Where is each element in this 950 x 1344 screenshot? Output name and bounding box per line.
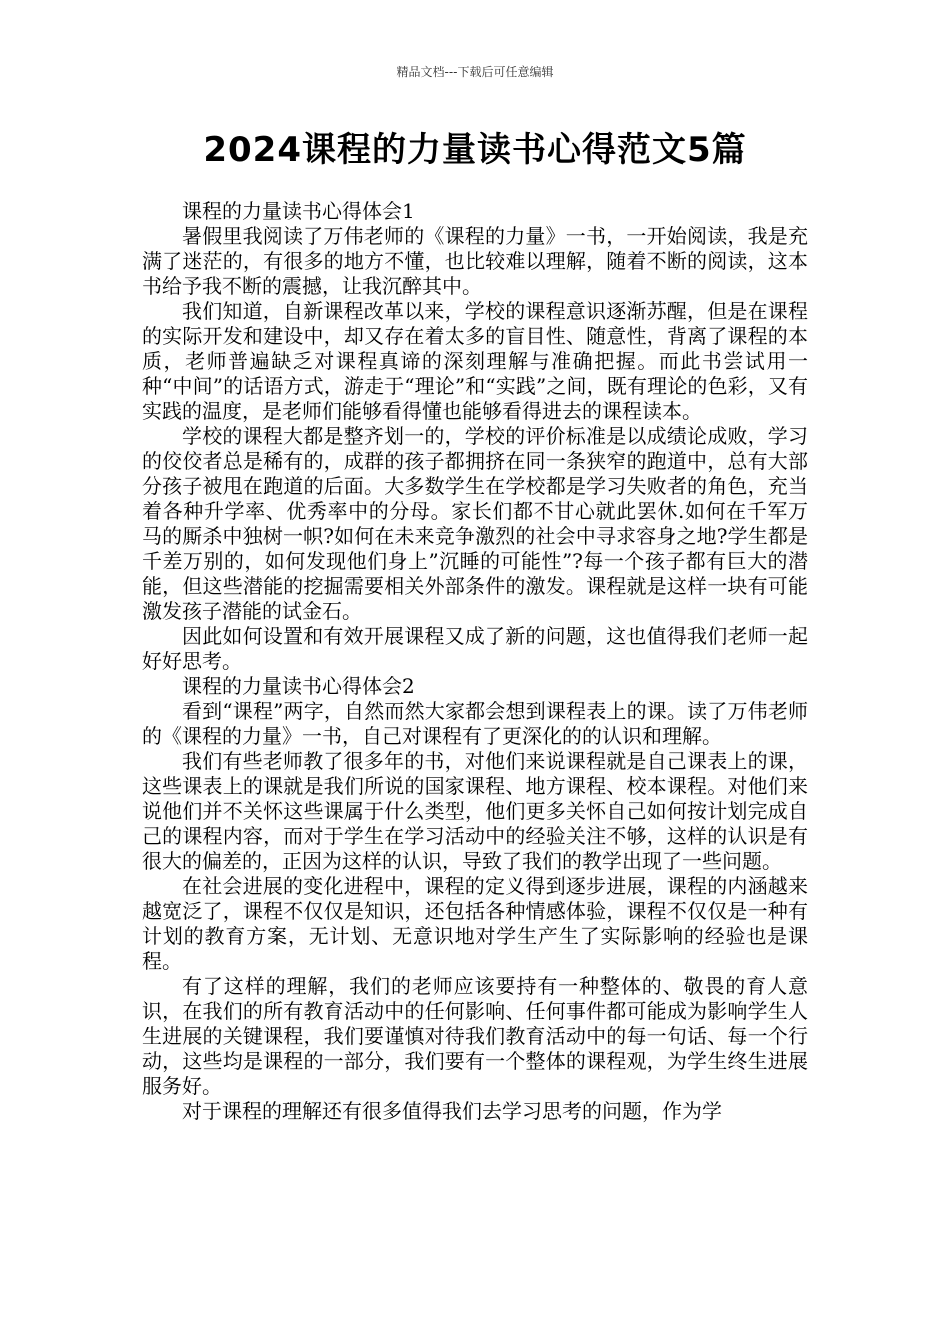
document-body: [142, 199, 808, 1124]
paragraph: 学校的课程大都是整齐划一的，学校的评价标准是以成绩论成败，学习的佼佼者总是稀有的，成群的孩子都拥挤在同一条狭窄的跑道中，总有大部分孩子被甩在跑道的后面。大多数学生在学校都是学习失败者的角色，充当着各种升学率、优秀率中的分母。家长们都不甘心就此罢休.如何在千军万马的厮杀中独树一帜?如何在未来竞争激烈的社会中寻求容身之地?学生都是千差万别的，如何发现他们身上”沉睡的可能性”?每一个孩子都有巨大的潜能，但这些潜能的挖掘需要相关外部条件的激发。课程就是这样一块有可能激发孩子潜能的试金石。: [142, 424, 808, 623]
header-note: 精品文档---下载后可任意编辑: [396, 65, 554, 79]
paragraph: 有了这样的理解，我们的老师应该要持有一种整体的、敬畏的育人意识，在我们的所有教育活动中的任何影响、任何事件都可能成为影响学生人生进展的关键课程，我们要谨慎对待我们教育活动中的每一句话、每一个行动，这些均是课程的一部分，我们要有一个整体的课程观，为学生终生进展服务好。: [142, 974, 808, 1098]
paragraph: 我们有些老师教了很多年的书，对他们来说课程就是自己课表上的课，这些课表上的课就是我们所说的国家课程、地方课程、校本课程。对他们来说他们并不关怀这些课属于什么类型，他们更多关怀自己如何按计划完成自己的课程内容，而对于学生在学习活动中的经验关注不够，这样的认识是有很大的偏差的，正因为这样的认识，导致了我们的教学出现了一些问题。: [142, 749, 808, 873]
paragraph: 对于课程的理解还有很多值得我们去学习思考的问题，作为学: [182, 1099, 722, 1123]
paragraph: 我们知道，自新课程改革以来，学校的课程意识逐渐苏醒，但是在课程的实际开发和建设中，却又存在着太多的盲目性、随意性，背离了课程的本质，老师普遍缺乏对课程真谛的深刻理解与准确把握。而此书尝试用一种“中间”的话语方式，游走于“理论”和“实践”之间，既有理论的色彩，又有实践的温度，是老师们能够看得懂也能够看得进去的课程读本。: [142, 299, 808, 423]
paragraph: 看到“课程”两字，自然而然大家都会想到课程表上的课。读了万伟老师的《课程的力量》一书，自己对课程有了更深化的的认识和理解。: [142, 699, 808, 748]
paragraph: 暑假里我阅读了万伟老师的《课程的力量》一书，一开始阅读，我是充满了迷茫的，有很多的地方不懂，也比较难以理解，随着不断的阅读，这本书给予我不断的震撼，让我沉醉其中。: [142, 224, 808, 298]
paragraph: 因此如何设置和有效开展课程又成了新的问题，这也值得我们老师一起好好思考。: [142, 624, 808, 673]
section-heading-1: 课程的力量读书心得体会1: [182, 199, 415, 223]
paragraph: 在社会进展的变化进程中，课程的定义得到逐步进展，课程的内涵越来越宽泛了，课程不仅仅是知识，还包括各种情感体验，课程不仅仅是一种有计划的教育方案，无计划、无意识地对学生产生了实际影响的经验也是课程。: [142, 874, 808, 973]
section-heading-2: 课程的力量读书心得体会2: [182, 674, 415, 698]
document-title: 2024课程的力量读书心得范文5篇: [203, 130, 747, 170]
